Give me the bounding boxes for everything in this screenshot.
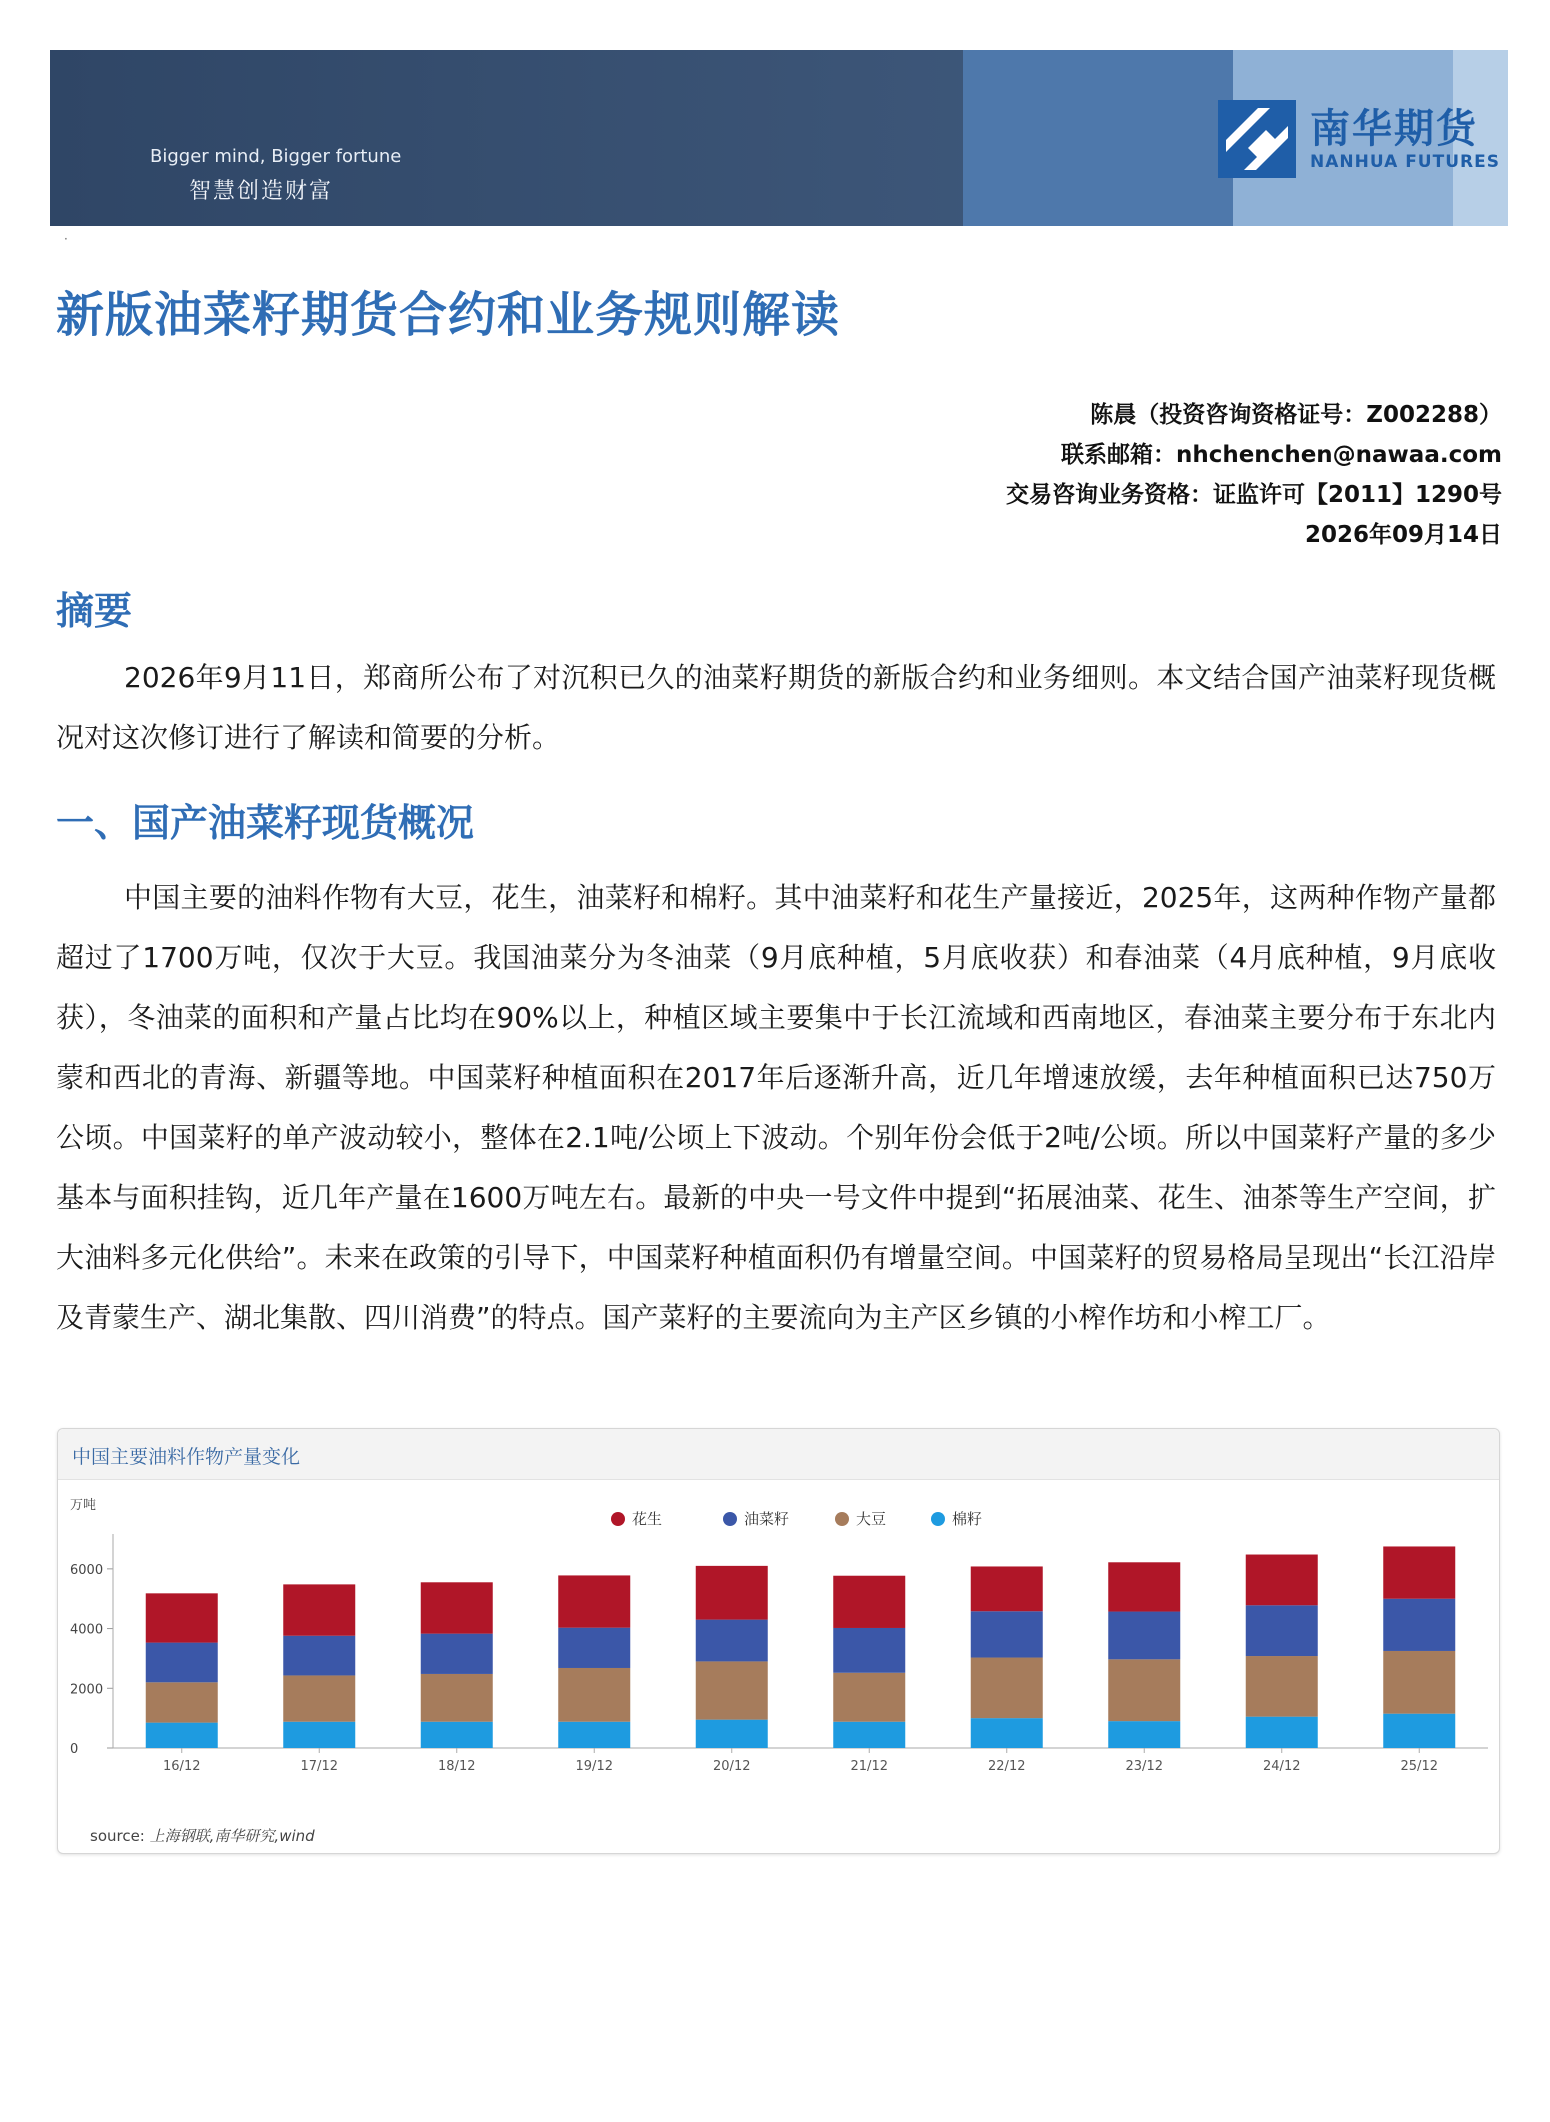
x-tick-label: 16/12 — [163, 1759, 201, 1774]
x-tick-label: 21/12 — [850, 1759, 888, 1774]
bar-segment — [421, 1634, 493, 1674]
bar-segment — [1383, 1714, 1455, 1748]
section-paragraph: 中国主要的油料作物有大豆，花生，油菜籽和棉籽。其中油菜籽和花生产量接近，2025年，这两种作物产量都超过了1700万吨，仅次于大豆。我国油菜分为冬油菜（9月底种植，5月底收获）和春油菜（4月底种植，9月底收获），冬油菜的面积和产量占比均在90%以上，种植区域主要集中于长江流域和西南地区，春油菜主要分布于东北内蒙和西北的青海、新疆等地。中国菜籽种植面积在2017年后逐渐升高，近几年增速放缓，去年种植面积已达750万公顷。中国菜籽的单产波动较小，整体在2.1吨/公顷上下波动。个别年份会低于2吨/公顷。所以中国菜籽产量的多少基本与面积挂钩，近几年产量在1600万吨左右。最新的中央一号文件中提到“拓展油菜、花生、油茶等生产空间，扩大油料多元化供给”。未来在政策的引导下，中国菜籽种植面积仍有增量空间。中国菜籽的贸易格局呈现出“长江沿岸及青蒙生产、湖北集散、四川消费”的特点。国产菜籽的主要流向为主产区乡镇的小榨作坊和小榨工厂。 — [56, 881, 1496, 1334]
bar-segment — [146, 1643, 218, 1683]
bar-segment — [1108, 1612, 1180, 1660]
section-heading: 一、国产油菜籽现货概况 — [56, 801, 475, 845]
chart-source — [90, 1825, 315, 1846]
x-tick-label: 23/12 — [1125, 1759, 1163, 1774]
legend-swatch — [723, 1512, 737, 1526]
legend-label: 油菜籽 — [744, 1510, 790, 1528]
bar-segment — [971, 1718, 1043, 1748]
y-tick-label: 2000 — [70, 1682, 104, 1698]
bar-segment — [146, 1593, 218, 1642]
slogan-english: Bigger mind, Bigger fortune — [150, 146, 402, 167]
bar-segment — [558, 1722, 630, 1748]
x-tick-label: 20/12 — [713, 1759, 751, 1774]
bar-segment — [421, 1674, 493, 1722]
bar-segment — [696, 1661, 768, 1719]
bar-segment — [971, 1658, 1043, 1719]
abstract-paragraph: 2026年9月11日，郑商所公布了对沉积已久的油菜籽期货的新版合约和业务细则。本文结合国产油菜籽现货概况对这次修订进行了解读和简要的分析。 — [56, 661, 1496, 754]
bar-segment — [1108, 1562, 1180, 1611]
bar-segment — [833, 1722, 905, 1748]
bar-segment — [558, 1668, 630, 1722]
logo-english-text: NANHUA FUTURES — [1310, 152, 1500, 172]
slogan-chinese: 智慧创造财富 — [189, 179, 334, 204]
bar-segment — [283, 1584, 355, 1635]
logo-chinese-text: 南华期货 — [1310, 106, 1478, 152]
company-logo — [1218, 100, 1500, 178]
x-tick-label: 25/12 — [1400, 1759, 1438, 1774]
logo-mark-icon — [1218, 100, 1296, 178]
bar-segment — [558, 1628, 630, 1668]
legend-swatch — [611, 1512, 625, 1526]
y-tick-label: 0 — [70, 1742, 79, 1757]
x-tick-label: 18/12 — [438, 1759, 476, 1774]
abstract-heading: 摘要 — [56, 589, 133, 633]
x-tick-label: 22/12 — [988, 1759, 1026, 1774]
license-line: 交易咨询业务资格：证监许可【2011】1290号 — [1005, 482, 1502, 508]
legend-swatch — [931, 1512, 945, 1526]
bar-segment — [1383, 1546, 1455, 1598]
bar-segment — [1383, 1651, 1455, 1714]
bar-segment — [1108, 1659, 1180, 1721]
bar-segment — [1383, 1599, 1455, 1651]
email-line: 联系邮箱：nhchenchen@nawaa.com — [1060, 442, 1502, 468]
legend-label: 花生 — [632, 1510, 663, 1528]
bar-segment — [1246, 1717, 1318, 1748]
x-tick-label: 17/12 — [300, 1759, 338, 1774]
header-banner — [50, 50, 1508, 226]
chart-card — [57, 1428, 1500, 1854]
bar-segment — [696, 1620, 768, 1662]
bar-segment — [696, 1566, 768, 1620]
bar-segment — [1108, 1721, 1180, 1748]
bar-segment — [833, 1576, 905, 1628]
bar-segment — [283, 1675, 355, 1721]
bar-segment — [971, 1566, 1043, 1611]
legend-swatch — [835, 1512, 849, 1526]
bar-segment — [146, 1723, 218, 1748]
bar-segment — [971, 1611, 1043, 1657]
date-line: 2026年09月14日 — [1304, 522, 1502, 548]
bar-segment — [283, 1636, 355, 1676]
x-tick-label: 24/12 — [1263, 1759, 1301, 1774]
bar-segment — [1246, 1656, 1318, 1717]
legend-label: 大豆 — [856, 1510, 887, 1528]
bar-segment — [696, 1720, 768, 1748]
x-tick-label: 19/12 — [575, 1759, 613, 1774]
bar-segment — [421, 1722, 493, 1748]
stacked-bar-chart — [58, 1479, 1499, 1823]
source-label: source: — [90, 1827, 145, 1845]
legend-label: 棉籽 — [952, 1510, 983, 1528]
chart-title: 中国主要油料作物产量变化 — [72, 1446, 301, 1468]
banner-stripe — [963, 50, 1233, 226]
report-title: 新版油菜籽期货合约和业务规则解读 — [56, 287, 841, 343]
bar-segment — [1246, 1605, 1318, 1656]
page-dot: · — [64, 232, 68, 246]
bar-segment — [146, 1682, 218, 1722]
author-meta — [1006, 395, 1502, 555]
bar-segment — [558, 1575, 630, 1627]
source-value: 上海钢联,南华研究,wind — [149, 1827, 315, 1845]
bar-segment — [421, 1582, 493, 1633]
bar-segment — [283, 1722, 355, 1748]
y-axis-label: 万吨 — [70, 1498, 97, 1513]
bar-segment — [833, 1673, 905, 1722]
y-tick-label: 6000 — [70, 1562, 104, 1578]
bar-segment — [833, 1628, 905, 1673]
y-tick-label: 4000 — [70, 1622, 104, 1638]
bar-segment — [1246, 1555, 1318, 1606]
author-line: 陈晨（投资咨询资格证号：Z002288） — [1090, 402, 1502, 428]
